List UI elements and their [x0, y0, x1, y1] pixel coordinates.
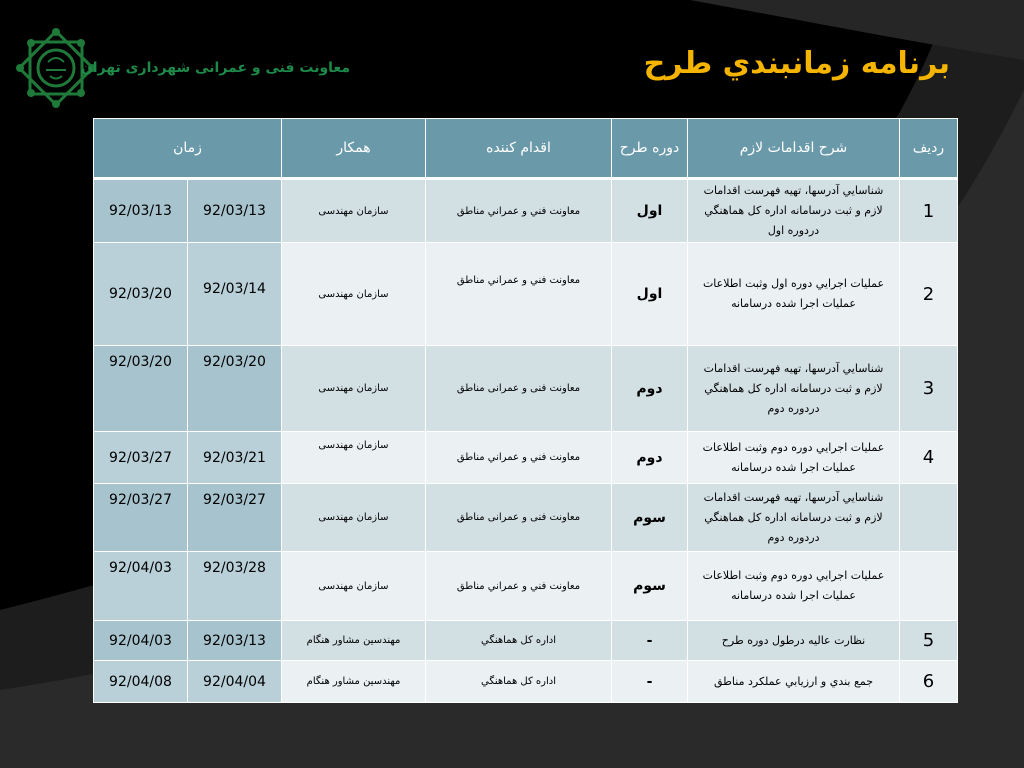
- row-start-date: 92/03/14: [188, 243, 282, 346]
- row-start-date: 92/03/27: [188, 484, 282, 552]
- row-description: شناسايي آدرسها، تهيه فهرست اقدامات لازم و ثبت درسامانه اداره کل هماهنگي دردوره دوم: [688, 346, 900, 432]
- row-actor: معاونت فني و عمراني مناطق: [426, 552, 612, 621]
- row-number: 2: [900, 243, 958, 346]
- table-row: [94, 484, 958, 552]
- table-row: [94, 661, 958, 703]
- org-name: معاونت فنی و عمرانی شهرداری تهران: [80, 60, 350, 76]
- row-description: عمليات اجرايي دوره دوم وثبت اطلاعات عمليات اجرا شده درسامانه: [688, 432, 900, 484]
- row-end-date: 92/03/27: [94, 484, 188, 552]
- row-partner: سازمان مهندسی: [282, 552, 426, 621]
- row-partner: سازمان مهندسی: [282, 179, 426, 243]
- row-number: 4: [900, 432, 958, 484]
- row-actor: معاونت فني و عمراني مناطق: [426, 179, 612, 243]
- row-start-date: 92/03/13: [188, 621, 282, 661]
- row-start-date: 92/03/28: [188, 552, 282, 621]
- row-end-date: 92/04/08: [94, 661, 188, 703]
- row-partner: سازمان مهندسی: [282, 432, 426, 484]
- row-description: عمليات اجرايي دوره دوم وثبت اطلاعات عمليات اجرا شده درسامانه: [688, 552, 900, 621]
- row-description: شناسايي آدرسها، تهيه فهرست اقدامات لازم و ثبت درسامانه اداره کل هماهنگي دردوره اول: [688, 179, 900, 243]
- row-end-date: 92/03/20: [94, 243, 188, 346]
- table-header-row: [94, 119, 958, 179]
- row-description: نظارت عاليه درطول دوره طرح: [688, 621, 900, 661]
- row-partner: سازمان مهندسی: [282, 346, 426, 432]
- row-actor: معاونت فنی و عمرانی مناطق: [426, 346, 612, 432]
- row-actor: معاونت فنی و عمرانی مناطق: [426, 484, 612, 552]
- row-start-date: 92/03/21: [188, 432, 282, 484]
- row-partner: مهندسين مشاور هنگام: [282, 621, 426, 661]
- row-start-date: 92/04/04: [188, 661, 282, 703]
- table-row: [94, 243, 958, 346]
- table-row: [94, 179, 958, 243]
- table-row: [94, 552, 958, 621]
- header-partner: همکار: [282, 119, 426, 179]
- row-actor: اداره کل هماهنگي: [426, 621, 612, 661]
- schedule-table: [93, 118, 958, 703]
- row-number: [900, 484, 958, 552]
- row-description: جمع بندي و ارزيابي عملکرد مناطق: [688, 661, 900, 703]
- row-number: 5: [900, 621, 958, 661]
- row-description: شناسايي آدرسها، تهيه فهرست اقدامات لازم و ثبت درسامانه اداره کل هماهنگي دردوره دوم: [688, 484, 900, 552]
- header-desc: شرح اقدامات لازم: [688, 119, 900, 179]
- row-number: [900, 552, 958, 621]
- row-end-date: 92/03/13: [94, 179, 188, 243]
- header-actor: اقدام کننده: [426, 119, 612, 179]
- table-row: [94, 346, 958, 432]
- row-period: اول: [612, 179, 688, 243]
- row-period: سوم: [612, 484, 688, 552]
- row-period: -: [612, 621, 688, 661]
- row-period: اول: [612, 243, 688, 346]
- header-num: رديف: [900, 119, 958, 179]
- row-end-date: 92/03/20: [94, 346, 188, 432]
- row-period: دوم: [612, 346, 688, 432]
- header-time: زمان: [94, 119, 282, 179]
- row-description: عمليات اجرايي دوره اول وثبت اطلاعات عمليات اجرا شده درسامانه: [688, 243, 900, 346]
- table-row: [94, 432, 958, 484]
- row-number: 6: [900, 661, 958, 703]
- row-start-date: 92/03/13: [188, 179, 282, 243]
- row-start-date: 92/03/20: [188, 346, 282, 432]
- row-period: -: [612, 661, 688, 703]
- row-partner: سازمان مهندسی: [282, 484, 426, 552]
- row-number: 3: [900, 346, 958, 432]
- header-period: دوره طرح: [612, 119, 688, 179]
- row-period: دوم: [612, 432, 688, 484]
- table-row: [94, 621, 958, 661]
- row-actor: معاونت فني و عمراني مناطق: [426, 243, 612, 346]
- row-period: سوم: [612, 552, 688, 621]
- row-end-date: 92/03/27: [94, 432, 188, 484]
- row-end-date: 92/04/03: [94, 621, 188, 661]
- row-end-date: 92/04/03: [94, 552, 188, 621]
- row-partner: مهندسين مشاور هنگام: [282, 661, 426, 703]
- row-actor: اداره کل هماهنگي: [426, 661, 612, 703]
- row-partner: سازمان مهندسی: [282, 243, 426, 346]
- row-actor: معاونت فني و عمراني مناطق: [426, 432, 612, 484]
- row-number: 1: [900, 179, 958, 243]
- page-title: برنامه زمانبندي طرح: [643, 46, 950, 81]
